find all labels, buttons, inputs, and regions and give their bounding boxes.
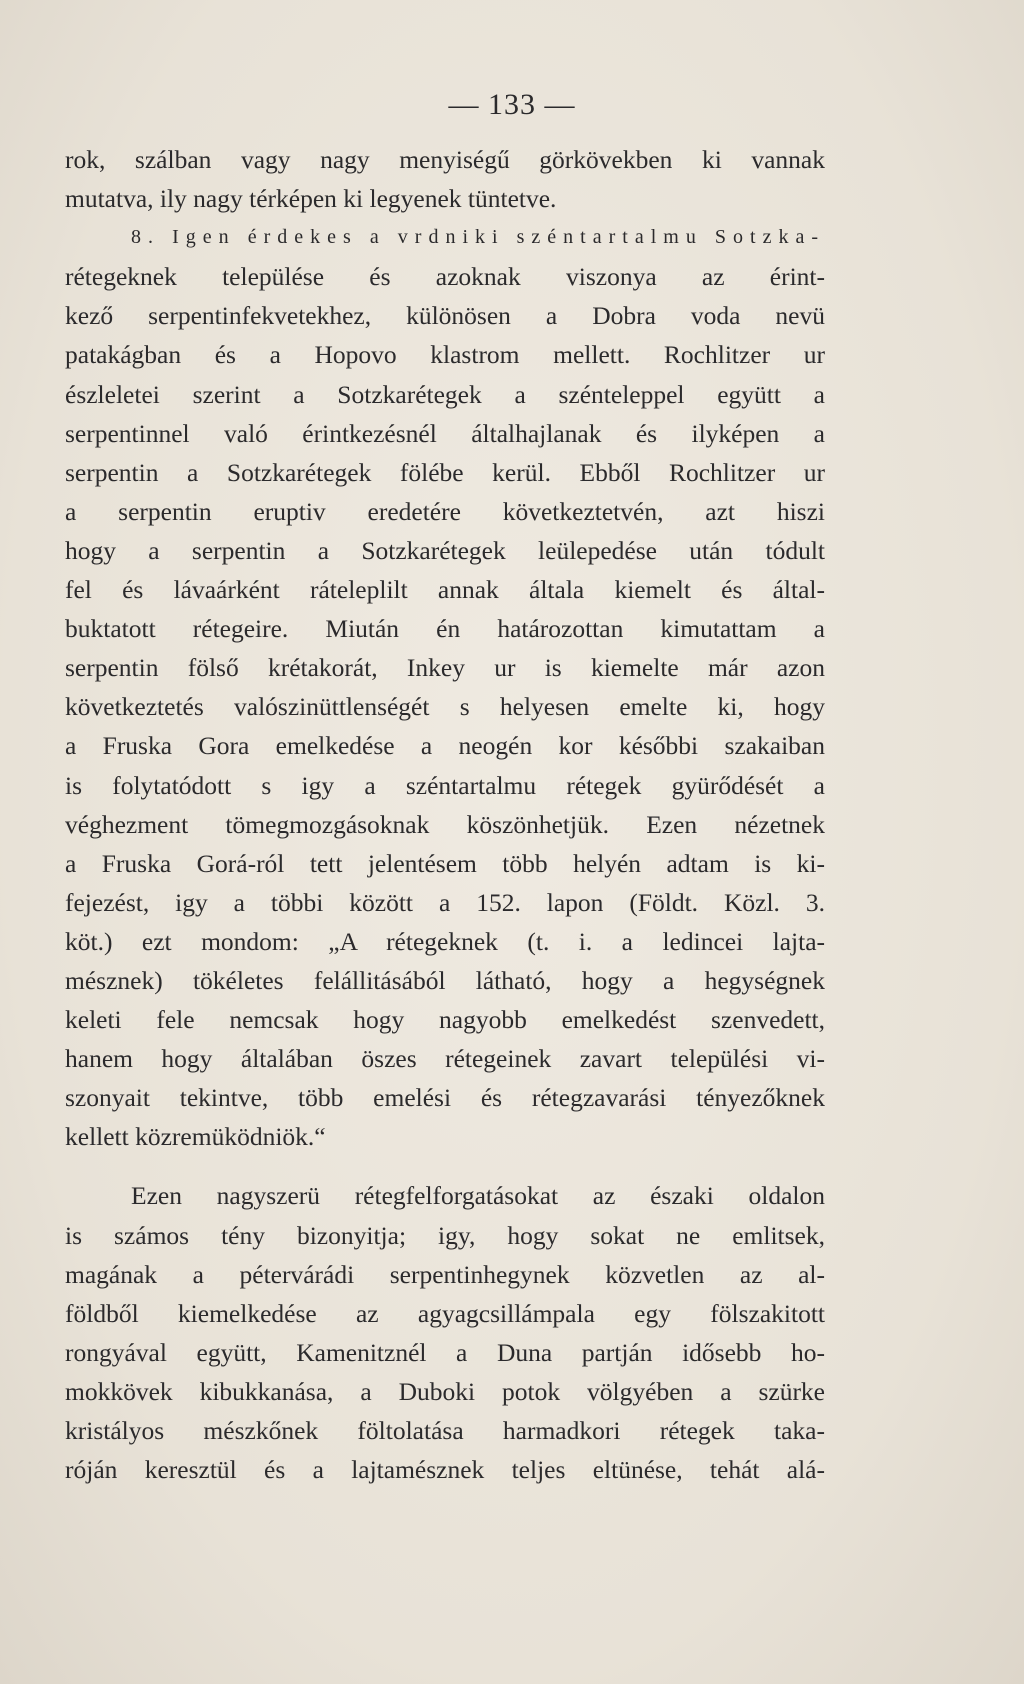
text-line: szonyait tekintve, több emelési és rétegzavarási tényezőknek xyxy=(65,1083,825,1113)
text-line: fel és lávaárként ráteleplilt annak általa kiemelt és által- xyxy=(65,575,825,605)
text-line: földből kiemelkedése az agyagcsillámpala egy fölszakitott xyxy=(65,1298,825,1328)
text-line: kező serpentinfekvetekhez, különösen a Dobra voda nevü xyxy=(65,301,825,331)
paragraph-1 xyxy=(65,140,825,218)
text-line: mokkövek kibukkanása, a Duboki potok völgyében a szürke xyxy=(65,1376,825,1406)
text-line: véghezment tömegmozgásoknak köszönhetjük. Ezen nézetnek xyxy=(65,809,825,839)
paragraph-2 xyxy=(65,218,825,1156)
text-line: mésznek) tökéletes felállitásából látható, hogy a hegységnek xyxy=(65,965,825,995)
text-line: is folytatódott s igy a széntartalmu rétegek gyürődését a xyxy=(65,770,825,800)
text-line: kellett közremüködniök.“ xyxy=(65,1122,326,1152)
text-line: róján keresztül és a lajtamésznek teljes eltünése, tehát alá- xyxy=(65,1455,825,1485)
text-line: a Fruska Gora emelkedése a neogén kor későbbi szakaiban xyxy=(65,731,825,761)
text-line: rok, szálban vagy nagy menyiségű görkövekben ki vannak xyxy=(65,145,825,174)
text-line: fejezést, igy a többi között a 152. lapon (Földt. Közl. 3. xyxy=(65,887,825,917)
text-line: a serpentin eruptiv eredetére következtetvén, azt hiszi xyxy=(65,496,825,526)
text-line: kristályos mészkőnek föltolatása harmadkori rétegek taka- xyxy=(65,1416,825,1445)
text-line: patakágban és a Hopovo klastrom mellett. Rochlitzer ur xyxy=(65,340,825,370)
text-line: serpentin fölső krétakorát, Inkey ur is kiemelte már azon xyxy=(65,653,825,683)
text-line: következtetés valószinüttlenségét s helyesen emelte ki, hogy xyxy=(65,692,825,722)
paragraph-gap xyxy=(65,1156,825,1176)
text-line: buktatott rétegeire. Miután én határozottan kimutattam a xyxy=(65,614,825,644)
text-line: rétegeknek települése és azoknak viszonya az érint- xyxy=(65,262,825,292)
text-line: keleti fele nemcsak hogy nagyobb emelkedést szenvedett, xyxy=(65,1005,825,1035)
text-line: Ezen nagyszerü rétegfelforgatásokat az északi oldalon xyxy=(131,1181,825,1211)
text-line: magának a pétervárádi serpentinhegynek közvetlen az al- xyxy=(65,1259,825,1289)
text-line: a Fruska Gorá-ról tett jelentésem több helyén adtam is ki- xyxy=(65,848,825,878)
text-line: serpentin a Sotzkarétegek fölébe kerül. Ebből Rochlitzer ur xyxy=(65,457,825,487)
text-line: is számos tény bizonyitja; igy, hogy sokat ne emlitsek, xyxy=(65,1220,825,1250)
text-line: serpentinnel való érintkezésnél általhajlanak és ilyképen a xyxy=(65,418,825,448)
page-number: — 133 — xyxy=(448,88,576,121)
paragraph-3 xyxy=(65,1176,825,1489)
text-line: köt.) ezt mondom: „A rétegeknek (t. i. a ledincei lajta- xyxy=(65,926,825,956)
text-line: hanem hogy általában öszes rétegeinek zavart települési vi- xyxy=(65,1044,825,1074)
text-line: 8. Igen érdekes a vrdniki széntartalmu Sotzka- xyxy=(131,226,825,249)
body-text xyxy=(65,140,825,1489)
text-line: mutatva, ily nagy térképen ki legyenek tüntetve. xyxy=(65,184,557,214)
text-line: rongyával együtt, Kamenitznél a Duna partján idősebb ho- xyxy=(65,1337,825,1367)
text-line: észleletei szerint a Sotzkarétegek a szénteleppel együtt a xyxy=(65,379,825,409)
text-line: hogy a serpentin a Sotzkarétegek leülepedése után tódult xyxy=(65,535,825,565)
